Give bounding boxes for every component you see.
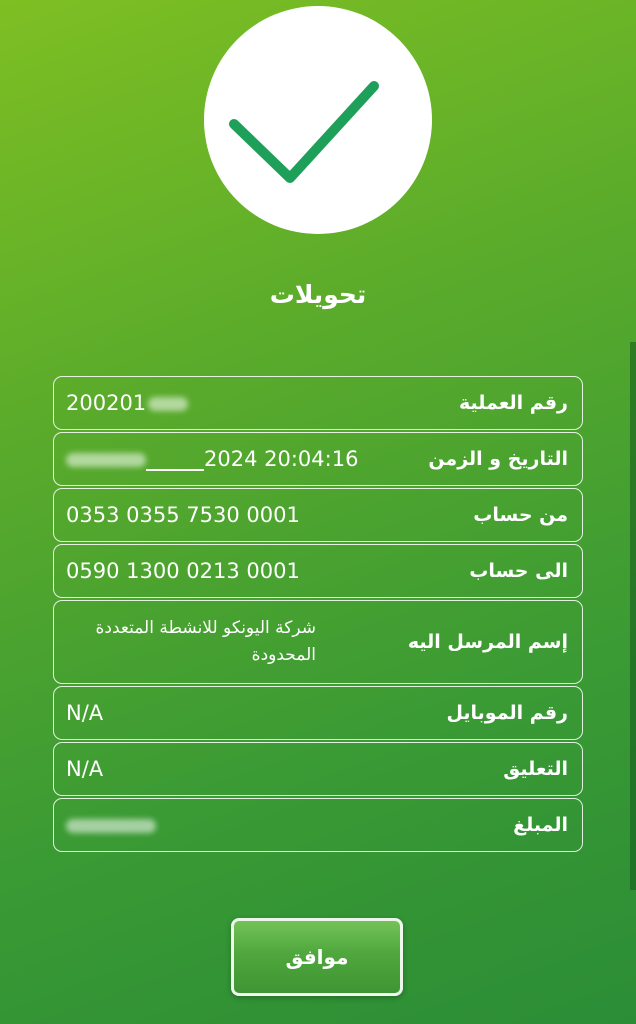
transaction-number: 200201 (66, 391, 147, 415)
row-label: إسم المرسل اليه (407, 631, 568, 653)
row-label: رقم الموبايل (446, 702, 568, 724)
page-title: تحويلات (269, 280, 367, 309)
detail-row-to-account (53, 544, 583, 598)
comment-value: N/A (66, 757, 104, 781)
date-time-value: 2024 20:04:16 (204, 447, 359, 471)
redacted-area (148, 397, 188, 411)
row-label: التاريخ و الزمن (428, 448, 568, 470)
detail-row-mobile-number (53, 686, 583, 740)
to-account-value: 0590 1300 0213 0001 (66, 559, 300, 583)
recipient-name-value: شركة اليونكو للانشطة المتعددة المحدودة (95, 618, 316, 665)
redacted-area (66, 819, 156, 833)
row-value (66, 447, 358, 471)
row-label: الى حساب (469, 560, 568, 582)
row-label: رقم العملية (458, 392, 568, 414)
detail-row-comment (53, 742, 583, 796)
detail-row-recipient-name (53, 600, 583, 684)
redacted-area (66, 453, 146, 467)
row-label: المبلغ (513, 814, 568, 836)
row-label: التعليق (503, 758, 568, 780)
detail-row-amount (53, 798, 583, 852)
transaction-details (53, 376, 583, 854)
detail-row-transaction-number (53, 376, 583, 430)
detail-row-date-time (53, 432, 583, 486)
redacted-underline (146, 469, 204, 471)
row-value (66, 391, 188, 415)
scrollbar[interactable] (630, 342, 636, 890)
row-value (66, 813, 156, 837)
row-label: من حساب (473, 504, 568, 526)
checkmark-icon (204, 6, 432, 234)
mobile-number-value: N/A (66, 701, 104, 725)
from-account-value: 0353 0355 7530 0001 (66, 503, 300, 527)
detail-row-from-account (53, 488, 583, 542)
success-circle (204, 6, 432, 234)
ok-button[interactable]: موافق (231, 918, 403, 996)
